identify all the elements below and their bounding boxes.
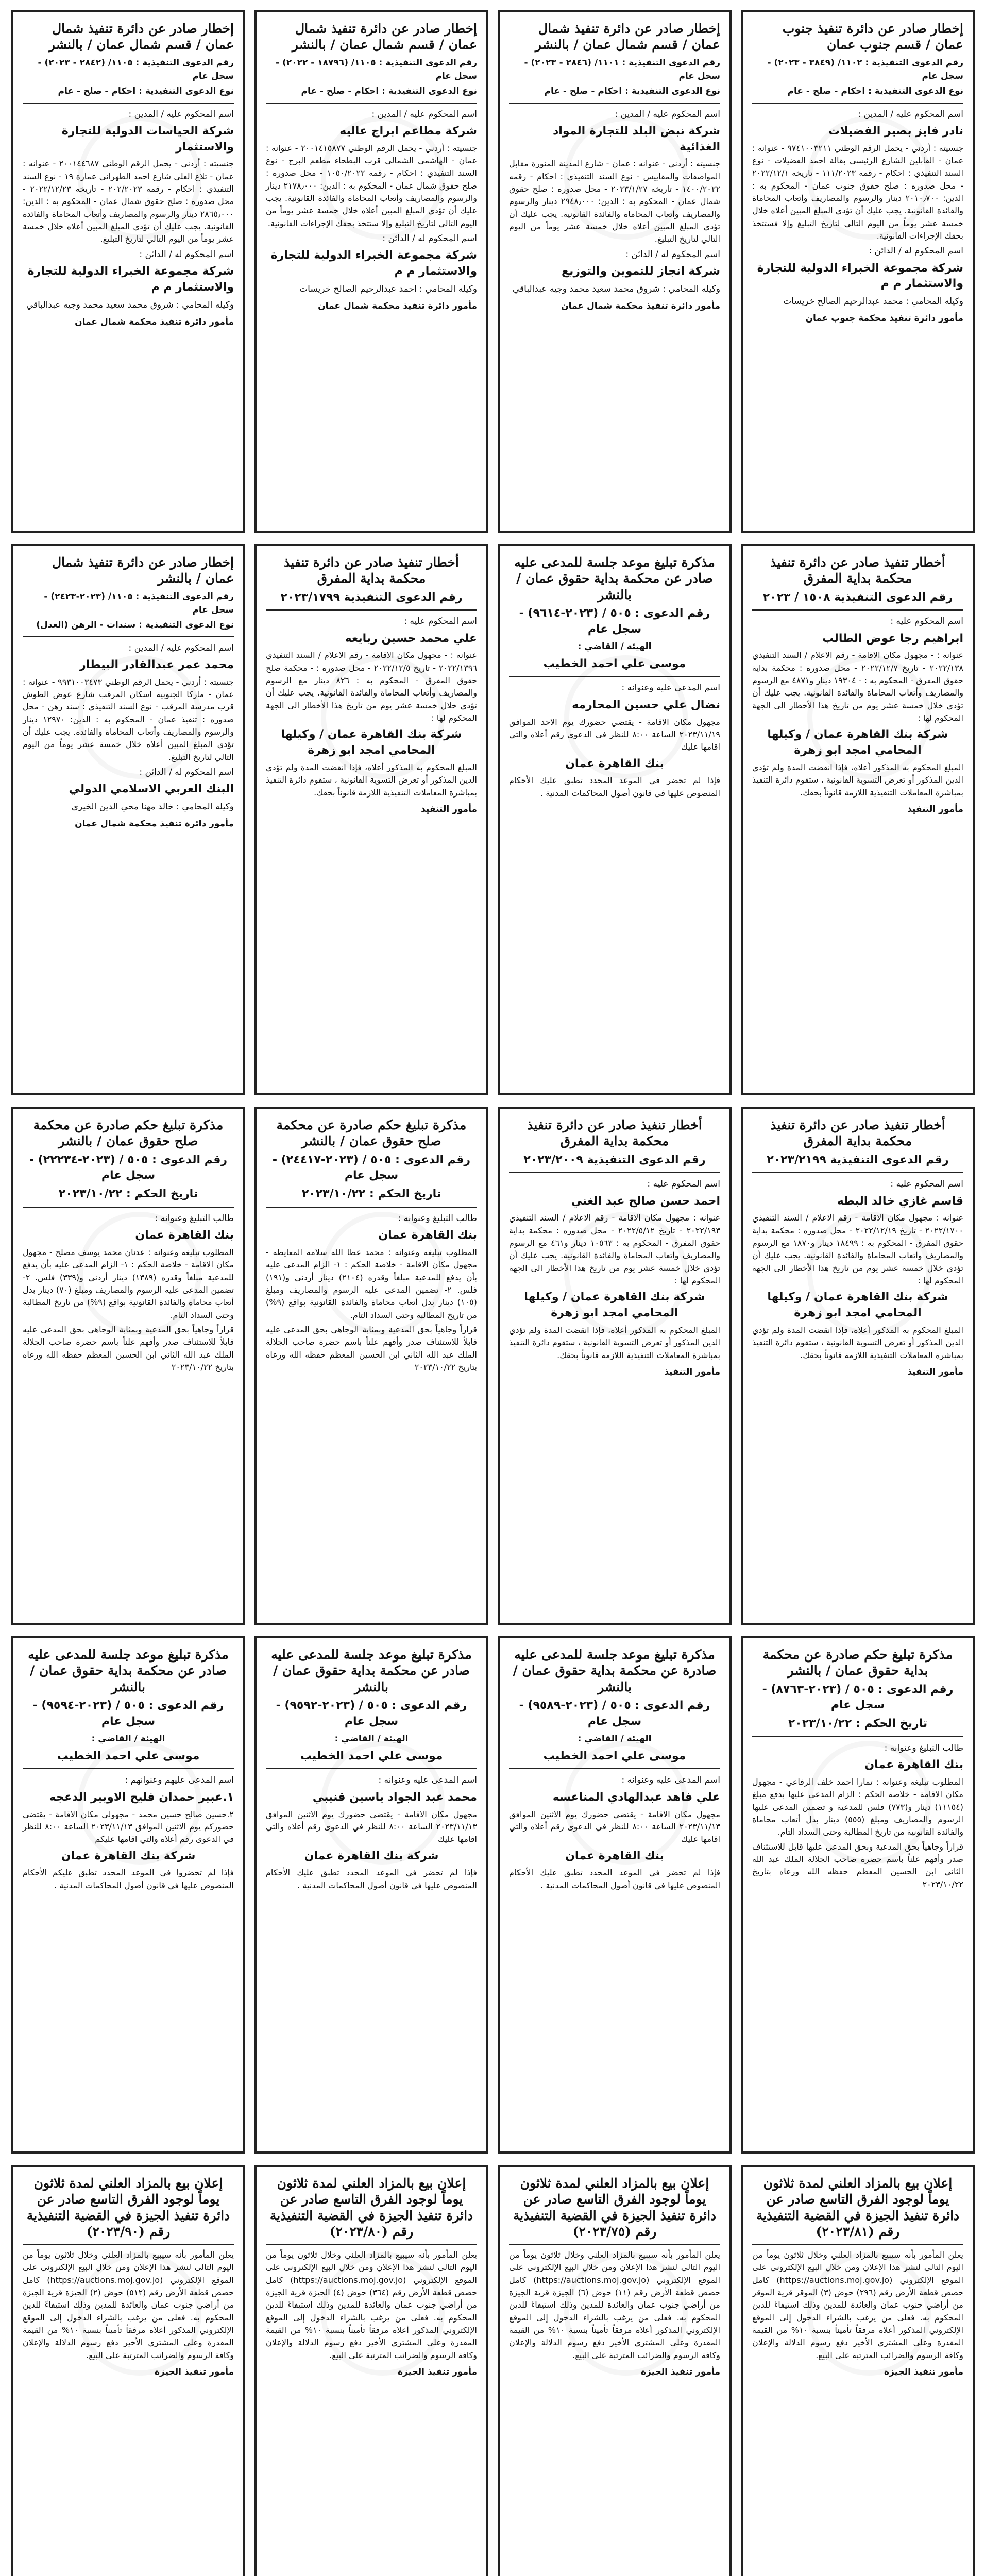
judgment-date: تاريخ الحكم : ٢٠٢٣/١٠/٢٢ [788,1717,928,1731]
notice-body: المطلوب تبليغه وعنوانه : تمارا احمد خلف الرفاعي - مجهول مكان الاقامة - خلاصة الحكم : الزام المدعى عليها بدفع مبلغ (١١١٥٤) دينار و(٧٧٣) فلس للمدعية و تضمين المدعى عليها الرسوم والمصاريف ومبلغ (٥٥٥) دينار بدل أتعاب محاماة والفائدة القانونية من تاريخ المطالبة وحتى السداد التام. [752,1777,964,1837]
judgment-date: تاريخ الحكم : ٢٠٢٣/١٠/٢٢ [58,1188,198,1201]
requester-label: طالب التبليغ وعنوانه : [884,1742,963,1753]
debtor-name: علي فاهد عبدالهادي المناعسه [552,1790,720,1804]
notice-header: مذكرة تبليغ موعد جلسة للمدعى عليه صادر عن محكمة بداية حقوق عمان / بالنشر [271,1647,472,1694]
notice-card [254,544,488,1095]
debtor-label: اسم المحكوم عليه / المدين : [128,642,234,653]
case-number: رقم الدعوى : ٥٠٥ / (٢٠٢٣-٩٥٩٤) - سجل عام [32,1699,224,1728]
case-type: نوع الدعوى التنفيذية : احكام - صلح - عام [544,86,720,97]
notice-card [498,1107,732,1625]
case-type: نوع الدعوى التنفيذية : سندات - الرهن (العدل) [36,620,234,631]
notice-body: يعلن المأمور بأنه سيبيع بالمزاد العلني وخلال ثلاثون يوماً من اليوم التالي لنشر هذا الإعلان ومن خلال البيع الإلكتروني على الموقع الإلكتروني (https://auctions.moj.gov.jo) كامل حصص قطعة الأرض رقم (٥١٢) حوض (٢) الجيزة قرية الجيزة من أراضي جنوب عمان والعائدة للمدين وذلك استيفاءً للدين المحكوم به. فعلى من يرغب بالشراء الدخول إلى الموقع الإلكتروني المذكور أعلاه مرفقاً تأميناً بنسبة ١٠% من القيمة المقدرة وعلى المشتري الأخير دفع رسوم الدلالة والإعلان وكافة الرسوم والضرائب المترتبة على البيع. [23,2250,234,2360]
case-number: رقم الدعوى التنفيذية ٢٠٢٣/٢٠٠٩ [523,1153,706,1166]
notice-header: مذكرة تبليغ موعد جلسة للمدعى عليه صادرة عن محكمة بداية حقوق عمان / بالنشر [513,1647,717,1694]
requester-name: بنك القاهرة عمان [864,1758,963,1772]
case-number: رقم الدعوى التنفيذية ١٥٠٨ / ٢٠٢٣ [762,590,953,604]
debtor-name: نادر فايز بصير الفضيلات [828,124,963,138]
notice-card [254,1636,488,2154]
notice-card [741,10,975,533]
creditor-label: اسم المحكوم له / الدائن : [139,767,234,777]
divider [266,103,477,104]
creditor-name: بنك القاهرة عمان [565,1849,664,1862]
notice-tail: فإذا لم تحضر في الموعد المحدد تطبق عليك الأحكام المنصوص عليها في قانون أصول المحاكمات المدنية . [266,1868,477,1890]
notice-footer: مأمور التنفيذ [907,1366,963,1377]
case-type: نوع الدعوى التنفيذية : احكام - صلح - عام [301,86,477,97]
case-type: نوع الدعوى التنفيذية : احكام - صلح - عام [787,86,963,97]
notice-header: أخطار تنفيذ صادر عن دائرة تنفيذ محكمة بداية المفرق [770,1117,945,1149]
divider [752,1172,963,1173]
notice-tail: قراراً وجاهياً بحق المدعية وبمثابة الوجاهي بحق المدعى عليه قابلاً للاستئناف صدر وأفهم علناً باسم حضرة صاحب الجلالة الملك عبد الله الثاني ابن الحسين المعظم حفظه الله ورعاه بتاريخ ٢٠٢٣/١٠/٢٢ [266,1324,477,1372]
debtor-name: محمد عبد الجواد ياسين قنيبي [312,1790,477,1804]
debtor-name: ١.عبير حمدان فليح الاوبير الدعجه [49,1790,234,1804]
judge-name: موسى علي احمد الخطيب [57,1749,200,1762]
lawyer-name: وكيله المحامي : خالد مهنا محي الدين الخيري [71,802,234,812]
case-number: رقم الدعوى التنفيذية ٢٠٢٣/١٧٩٩ [280,590,463,604]
case-type: نوع الدعوى التنفيذية : احكام - صلح - عام [58,86,234,97]
notice-tail: قراراً وجاهياً بحق المدعية وبحق المدعى عليها قابل للاستئناف صدر وأفهم علناً باسم حضرة صاحب الجلالة الملك عبد الله الثاني ابن الحسين المعظم حفظه الله ورعاه بتاريخ ٢٠٢٣/١٠/٢٢ [752,1841,963,1889]
case-number: رقم الدعوى : ٥٠٥ / (٢٠٢٣-٩٥٩٢) - سجل عام [276,1699,467,1728]
divider [509,676,720,677]
divider [509,1172,720,1173]
notice-body: المطلوب تبليغه وعنوانه : عدنان محمد يوسف مصلح - مجهول مكان الاقامة - خلاصة الحكم : ١- الزام المدعى عليه بأن يدفع للمدعية مبلغاً وقدره (١٣٨٩) دينار أردني و(٣٣٩) فلس. ٢- تضمين المدعى عليه الرسوم والمصاريف ومبلغ (٧٠) دينار بدل أتعاب محاماة والفائدة القانونية بواقع (٩%) من تاريخ المطالبة وحتى السداد التام. [23,1247,234,1320]
creditor-name: شركة بنك القاهرة عمان [61,1849,196,1862]
creditor-name: البنك العربي الاسلامي الدولي [69,783,234,796]
creditor-label: اسم المحكوم له / الدائن : [382,233,477,244]
creditor-name: شركة انجاز للتموين والتوزيع [561,265,720,278]
notice-body: جنسيته : أردني - يحمل الرقم الوطني ٩٩٣١٠٠٣٤٧٣ - عنوانه : عمان - ماركا الجنوبية اسكان المرقب شارع عوض الطوش قرب مدرسة المرقب - نوع السند التنفيذي : سند رهن - محل صدوره : تنفيذ عمان - المحكوم به : الدين: ١٢٩٧٠ دينار والرسوم والمصاريف وأتعاب المحاماة والفائدة. يجب عليك أن تؤدي المبلغ المبين أعلاه خلال خمسة عشر يوماً من اليوم التالي لتاريخ التبليغ. [23,676,234,762]
debtor-label: اسم المحكوم عليه : [404,616,477,627]
notice-body: مجهول مكان الاقامة - يقتضي حضورك يوم الاحد الموافق ٢٠٢٣/١١/١٩ الساعة ٨:٠٠ للنظر في الدعوى رقم أعلاه والتي اقامها عليك [509,717,720,752]
case-number: رقم الدعوى : ٥٠٥ / (٢٠٢٣-٢٤٤١٧) - سجل عام [272,1153,471,1182]
divider [266,609,477,611]
creditor-label: اسم المحكوم له / الدائن : [869,246,963,257]
debtor-label: اسم المدعى عليه وعنوانه : [621,683,720,693]
creditor-name: شركة مجموعة الخبراء الدولية للتجارة والاستثمار م م [27,265,234,294]
notice-card [254,10,488,533]
notice-footer: مأمور التنفيذ [664,1366,720,1377]
requester-name: بنك القاهرة عمان [378,1229,477,1242]
notice-card [498,1636,732,2154]
judge-label: الهيئة / القاضي : [578,641,652,652]
notice-card [11,1107,245,1625]
notice-header: مذكرة تبليغ حكم صادرة عن محكمة صلح حقوق عمان / بالنشر [33,1117,224,1149]
notice-header: إعلان بيع بالمزاد العلني لمدة ثلاثون يوماً لوجود الفرق التاسع صادر عن دائرة تنفيذ الجيزة في القضية التنفيذية رقم (٢٠٢٣/٧٥) [513,2176,717,2239]
notice-body: عنوانه : - مجهول مكان الاقامة - رقم الاعلام / السند التنفيذي ٢٠٢٢/١٣٨ - تاريخ ٢٠٢٢/١٢/٧ - محل صدوره : محكمة بداية حقوق المفرق - المحكوم به : - ١٩٣٠٤ دينار و٤٨٧١ مع الرسوم والمصاريف وأتعاب المحاماة والفائدة القانونية. يجب عليك أن تؤدي خلال خمسة عشر يوم من تاريخ هذا الأخطار الى الجهة المحكوم لها : [752,650,964,723]
notice-header: مذكرة تبليغ حكم صادرة عن محكمة صلح حقوق عمان / بالنشر [276,1117,467,1149]
debtor-name: ابراهيم رجا عوض الطالب [822,632,963,645]
notice-header: أخطار تنفيذ صادر عن دائرة تنفيذ محكمة بداية المفرق [284,555,459,586]
notice-header: إخطار صادر عن دائرة تنفيذ شمال عمان / قسم شمال عمان / بالنشر [48,21,234,53]
notice-footer: مأمور تنفيذ الجيزة [640,2366,720,2377]
notice-card [741,544,975,1095]
divider [266,1207,477,1208]
case-number: رقم الدعوى التنفيذية : ١١٠٥/ (٢٨٤٢ - ٢٠٢٣) - سجل عام [38,57,234,81]
notice-tail: المبلغ المحكوم به المذكور أعلاه، فإذا انقضت المدة ولم تؤدي الدين المذكور أو تعرض التسوية القانونية ، ستقوم دائرة التنفيذ بمباشرة المعاملات التنفيذية اللازمة قانوناً بحقك. [752,1325,963,1360]
notice-header: إخطار صادر عن دائرة تنفيذ جنوب عمان / قسم جنوب عمان [782,21,963,53]
debtor-name: احمد حسن صالح عبد الغني [571,1194,720,1208]
case-number: رقم الدعوى التنفيذية ٢٠٢٣/٢١٩٩ [767,1153,949,1166]
notice-tail: فإذا لم تحضر في الموعد المحدد تطبق عليك الأحكام المنصوص عليها في قانون أصول المحاكمات المدنية . [509,775,720,798]
notice-body: ٢.حسين صالح حسين محمد - مجهولي مكان الاقامة - يقتضي حضوركم يوم الاثنين الموافق ٢٠٢٣/١١/١٣ الساعة ٨:٠٠ للنظر في الدعوى رقم أعلاه والتي اقامها عليكم [23,1809,234,1844]
lawyer-name: وكيله المحامي : شروق محمد سعيد محمد وجيه عبدالباقي [26,299,234,310]
notice-header: إعلان بيع بالمزاد العلني لمدة ثلاثون يوماً لوجود الفرق التاسع صادر عن دائرة تنفيذ الجيزة في القضية التنفيذية رقم (٢٠٢٣/٨٠) [269,2176,473,2239]
debtor-label: اسم المحكوم عليه / المدين : [858,109,963,120]
notice-footer: مأمور التنفيذ [421,804,477,815]
notice-footer: مأمور التنفيذ [907,804,963,815]
notice-card [498,10,732,533]
judge-name: موسى علي احمد الخطيب [300,1749,443,1762]
notice-body: مجهول مكان الاقامة - يقتضي حضورك يوم الاثنين الموافق ٢٠٢٣/١١/١٣ الساعة ٨:٠٠ للنظر في الدعوى رقم أعلاه والتي اقامها عليك [509,1809,720,1844]
judge-name: موسى علي احمد الخطيب [543,657,686,670]
auction-notice-card [11,2165,245,2576]
divider [509,1768,720,1769]
notice-tail: المبلغ المحكوم به المذكور أعلاه، فإذا انقضت المدة ولم تؤدي الدين المذكور أو تعرض التسوية القانونية ، ستقوم دائرة التنفيذ بمباشرة المعاملات التنفيذية اللازمة قانوناً بحقك. [266,762,477,798]
debtor-name: نضال علي حسين المحارمه [572,698,720,711]
divider [23,2244,234,2245]
debtor-label: اسم المحكوم عليه / المدين : [128,109,234,120]
lawyer-name: وكيله المحامي : شروق محمد سعيد محمد وجيه عبدالباقي [512,283,720,294]
notice-header: إعلان بيع بالمزاد العلني لمدة ثلاثون يوماً لوجود الفرق التاسع صادر عن دائرة تنفيذ الجيزة في القضية التنفيذية رقم (٢٠٢٣/٨١) [756,2176,960,2239]
notice-body: يعلن المأمور بأنه سيبيع بالمزاد العلني وخلال ثلاثون يوماً من اليوم التالي لنشر هذا الإعلان ومن خلال البيع الإلكتروني على الموقع الإلكتروني (https://auctions.moj.gov.jo) كامل حصص قطعة الأرض رقم (٢٩٦) حوض (٣) الموقر قرية الموقر من أراضي جنوب عمان والعائدة للمدين وذلك استيفاءً للدين المحكوم به. فعلى من يرغب بالشراء الدخول إلى الموقع الإلكتروني المذكور أعلاه مرفقاً تأميناً بنسبة ١٠% من القيمة المقدرة وعلى المشتري الأخير دفع رسوم الدلالة والإعلان وكافة الرسوم والضرائب المترتبة على البيع. [752,2250,964,2360]
case-number: رقم الدعوى : ٥٠٥ / (٢٠٢٣-٩٥٨٩) - سجل عام [519,1699,710,1728]
divider [752,1736,963,1737]
case-number: رقم الدعوى التنفيذية : ١١٠٥/ (١٨٧٩٦ - ٢٠٢٢) - سجل عام [276,57,477,81]
debtor-name: شركة مطاعم ابراج عاليه [339,124,477,138]
requester-label: طالب التبليغ وعنوانه : [398,1213,477,1224]
divider [509,2244,720,2245]
notice-card [11,544,245,1095]
notice-tail: فإذا لم تحضر في الموعد المحدد تطبق عليك الأحكام المنصوص عليها في قانون أصول المحاكمات المدنية . [509,1868,720,1890]
debtor-name: شركة نبض البلد للتجارة المواد الغذائية [553,124,720,154]
notice-card [11,1636,245,2154]
creditor-label: اسم المحكوم له / الدائن : [625,249,720,260]
notices-row-5 [10,2165,975,2576]
notice-body: جنسيته : أردني - يحمل الرقم الوطني ٢٠٠١٤٤٦٨٧ - عنوانه : عمان - تلاع العلي شارع احمد الطهراني عمارة ١٩ - نوع السند التنفيذي : احكام - رقمه ٢٠٢/٢٠٢٣ - تاريخه ٢٠٢٢/١٢/٢٣ - محل صدوره : صلح حقوق شمال عمان - المحكوم به : الدين: ٢٨٦٥٫٠٠٠ دينار والرسوم والمصاريف وأتعاب المحاماة والفائدة القانونية. يجب عليك أن تؤدي المبلغ المبين أعلاه خلال خمسة عشر يوماً من اليوم التالي لتاريخ التبليغ. [23,159,234,244]
notice-header: مذكرة تبليغ موعد جلسة للمدعى عليه صادر عن محكمة بداية حقوق عمان / بالنشر [28,1647,229,1694]
debtor-label: اسم المحكوم عليه / المدين : [615,109,720,120]
notice-header: إخطار صادر عن دائرة تنفيذ شمال عمان / قسم شمال عمان / بالنشر [292,21,477,53]
notice-body: جنسيته : أردني - عنوانه : عمان - شارع المدينة المنورة مقابل المواصفات والمقاييس - نوع السند التنفيذي : احكام - رقمه ١٤٠٠/٢٠٢٢ - تاريخه ٢٠٢٣/١/٢٧ - محل صدوره : صلح حقوق شمال عمان - المحكوم به : الدين: ٢٩٤٨٫٠٠٠ دينار والرسوم والمصاريف وأتعاب المحاماة والفائدة القانونية. يجب عليك أن تؤدي المبلغ المبين أعلاه خلال خمسة عشر يوماً من اليوم التالي لتاريخ التبليغ. [509,159,720,244]
case-number: رقم الدعوى التنفيذية : ١١٠١/ (٢٨٤٦ - ٢٠٢٣) - سجل عام [524,57,720,81]
notice-tail: فإذا لم تحضروا في الموعد المحدد تطبق عليكم الأحكام المنصوص عليها في قانون أصول المحاكمات المدنية . [23,1868,234,1890]
notice-card [11,10,245,533]
notice-card [741,1107,975,1625]
debtor-name: شركة الحياسات الدولية للتجارة والاستثمار [61,124,234,154]
notice-body: عنوانه : - مجهول مكان الاقامة - رقم الاعلام / السند التنفيذي ٢٠٢٢/١٣٩٦ - تاريخ ٢٠٢٢/١٢/٥ - محل صدوره : - محكمة صلح حقوق المفرق - المحكوم به : ٨٢٦ دينار مع الرسوم والمصاريف وأتعاب المحاماة والفائدة القانونية. يجب عليك أن تؤدي خلال خمسة عشر يوم من تاريخ هذا الأخطار الى الجهة المحكوم لها : [266,650,478,723]
creditor-name: بنك القاهرة عمان [565,757,664,770]
auction-notice-card [254,2165,488,2576]
divider [509,103,720,104]
notice-footer: مأمور دائرة تنفيذ محكمة شمال عمان [75,316,234,327]
notice-footer: مأمور تنفيذ الجيزة [884,2366,963,2377]
creditor-name: شركة بنك القاهرة عمان / وكيلها المحامي امجد ابو زهرة [767,1291,948,1320]
debtor-name: علي محمد حسين ربايعه [345,632,477,645]
creditor-name: شركة بنك القاهرة عمان [304,1849,439,1862]
requester-name: بنك القاهرة عمان [135,1229,234,1242]
lawyer-name: وكيله المحامي : محمد عبدالرحيم الصالح خريسات [783,296,963,307]
notices-row-3 [10,1107,975,1625]
notice-header: إعلان بيع بالمزاد العلني لمدة ثلاثون يوماً لوجود الفرق التاسع صادر عن دائرة تنفيذ الجيزة في القضية التنفيذية رقم (٢٠٢٣/٩٠) [26,2176,230,2239]
divider [23,636,234,637]
debtor-label: اسم المدعى عليهم وعنوانهم : [125,1775,234,1786]
notice-body: جنسيته : أردني - يحمل الرقم الوطني ٩٧٤١٠٠٣٢١١ - عنوانه : عمان - القابلين الشارع الرئيسي بقالة احمد الفضيلات - نوع السند التنفيذي : احكام - رقمه ١١١/٢٠٢٣ - تاريخه ٢٠٢٢/١٢/١ - محل صدوره : صلح حقوق جنوب عمان - المحكوم به : الدين: ٢٠١٠٫٧٠٠ دينار والرسوم والمصاريف وأتعاب المحاماة والفائدة القانونية. يجب عليك أن تؤدي المبلغ المبين أعلاه خلال خمسة عشر يوماً من اليوم التالي لتاريخ التبليغ وإلا فستتخذ بحقك الإجراءات القانونية. [752,143,964,241]
debtor-name: قاسم غازي خالد البطه [837,1194,963,1208]
debtor-label: اسم المحكوم عليه / المدين : [371,109,477,120]
notice-header: مذكرة تبليغ موعد جلسة للمدعى عليه صادر عن محكمة بداية حقوق عمان / بالنشر [514,555,715,602]
notices-row-4 [10,1636,975,2154]
notice-footer: مأمور تنفيذ الجيزة [154,2366,234,2377]
divider [23,1207,234,1208]
notice-footer: مأمور دائرة تنفيذ محكمة شمال عمان [75,819,234,829]
divider [752,609,963,611]
judgment-date: تاريخ الحكم : ٢٠٢٣/١٠/٢٢ [301,1188,441,1201]
judge-label: الهيئة / القاضي : [334,1734,409,1744]
notices-row-1 [10,10,975,533]
divider [266,2244,477,2245]
debtor-label: اسم المحكوم عليه : [890,1179,963,1190]
divider [752,2244,963,2245]
creditor-name: شركة مجموعة الخبراء الدولية للتجارة والاستثمار م م [757,261,963,291]
notices-row-2 [10,544,975,1095]
debtor-label: اسم المدعى عليه وعنوانه : [378,1775,477,1786]
divider [23,103,234,104]
auction-notice-card [741,2165,975,2576]
lawyer-name: وكيله المحامي : احمد عبدالرحيم الصالح خريسات [299,283,477,294]
notice-body: جنسيته : أردني - يحمل الرقم الوطني ٢٠٠١٤١٥٨٧٧ - عنوانه : عمان - الهاشمي الشمالي قرب البطحاء مطعم البرج - نوع السند التنفيذي : احكام - رقمه ١٠٥٠/٢٠٢٢ - محل صدوره : صلح حقوق شمال عمان - المحكوم به : الدين: ٢١٧٨٫٠٠٠ دينار والرسوم والمصاريف وأتعاب المحاماة والفائدة القانونية. يجب عليك أن تؤدي المبلغ المبين أعلاه خلال خمسة عشر يوماً من اليوم التالي لتاريخ التبليغ وإلا ستتخذ بحقك الإجراءات القانونية. [266,143,478,228]
notice-body: عنوانه : مجهول مكان الاقامة - رقم الاعلام / السند التنفيذي ٢٠٢٢/١٩٣ - تاريخ ٢٠٢٢/٥/١٢ - محل صدوره : محكمة بداية حقوق المفرق - المحكوم به : ١٠٥٦٣ دينار و٤٦١ مع الرسوم والمصاريف وأتعاب المحاماة والفائدة القانونية. يجب عليك أن تؤدي خلال خمسة عشر يوم من تاريخ هذا الأخطار الى الجهة المحكوم لها : [509,1213,721,1285]
debtor-name: محمد عمر عبدالقادر البيطار [79,658,234,671]
notice-body: يعلن المأمور بأنه سيبيع بالمزاد العلني وخلال ثلاثون يوماً من اليوم التالي لنشر هذا الإعلان ومن خلال البيع الإلكتروني على الموقع الإلكتروني (https://auctions.moj.gov.jo) كامل حصص قطعة الأرض رقم (١١) حوض (٦) الجيزة قرية الجيزة من أراضي جنوب عمان والعائدة للمدين وذلك استيفاءً للدين المحكوم به. فعلى من يرغب بالشراء الدخول إلى الموقع الإلكتروني المذكور أعلاه مرفقاً تأميناً بنسبة ١٠% من القيمة المقدرة وعلى المشتري الأخير دفع رسوم الدلالة والإعلان وكافة الرسوم والضرائب المترتبة على البيع. [509,2250,721,2360]
notice-tail: المبلغ المحكوم به المذكور أعلاه، فإذا انقضت المدة ولم تؤدي الدين المذكور أو تعرض التسوية القانونية ، ستقوم دائرة التنفيذ بمباشرة المعاملات التنفيذية اللازمة قانوناً بحقك. [752,762,963,798]
notice-header: أخطار تنفيذ صادر عن دائرة تنفيذ محكمة بداية المفرق [527,1117,702,1149]
judge-label: الهيئة / القاضي : [578,1734,652,1744]
notice-footer: مأمور دائرة تنفيذ محكمة شمال عمان [318,301,477,312]
notice-body: المطلوب تبليغه وعنوانه : محمد عطا الله سلامه المعايطه - مجهول مكان الاقامة - خلاصة الحكم : ١- الزام المدعى عليه بأن يدفع للمدعية مبلغاً وقدره (٢١٠٤) دينار أردني و(١٩١) فلس. ٢- تضمين المدعى عليه الرسوم والمصاريف ومبلغ (١٠٥) دينار بدل أتعاب محاماة والفائدة القانونية بواقع (٩%) من تاريخ المطالبة وحتى السداد التام. [266,1247,477,1320]
notice-card [498,544,732,1095]
notice-body: مجهول مكان الاقامة - يقتضي حضورك يوم الاثنين الموافق ٢٠٢٣/١١/١٣ الساعة ٨:٠٠ للنظر في الدعوى رقم أعلاه والتي اقامها عليك [266,1809,477,1844]
notice-footer: مأمور دائرة تنفيذ محكمة شمال عمان [561,301,720,312]
newspaper-page [10,10,975,2576]
divider [266,1768,477,1769]
divider [23,1768,234,1769]
divider [752,103,963,104]
case-number: رقم الدعوى : ٥٠٥ / (٢٠٢٣-٩٦١٤) - سجل عام [519,606,710,636]
case-number: رقم الدعوى التنفيذية : ١١٠٢/ (٣٨٤٩ - ٢٠٢٣) - سجل عام [767,57,963,81]
notice-footer: مأمور دائرة تنفيذ محكمة جنوب عمان [805,313,963,324]
judge-label: الهيئة / القاضي : [91,1734,165,1744]
notice-body: عنوانه : مجهول مكان الاقامة - رقم الاعلام / السند التنفيذي ٢٠٢٢/١٧٠٠ - تاريخ ٢٠٢٢/١٢/١٩ - محل صدوره : محكمة بداية حقوق المفرق - المحكوم به : ١٨٤٩٩ دينار و١٨٧٠ مع الرسوم والمصاريف وأتعاب المحاماة والفائدة القانونية. يجب عليك أن تؤدي خلال خمسة عشر يوم من تاريخ هذا الأخطار الى الجهة المحكوم لها : [752,1213,964,1285]
case-number: رقم الدعوى : ٥٠٥ / (٢٠٢٣-٢٢٢٣٤) - سجل عام [29,1153,228,1182]
notice-header: أخطار تنفيذ صادر عن دائرة تنفيذ محكمة بداية المفرق [770,555,945,586]
creditor-name: شركة مجموعة الخبراء الدولية للتجارة والاستثمار م م [270,249,477,278]
notice-footer: مأمور تنفيذ الجيزة [397,2366,477,2377]
judge-name: موسى علي احمد الخطيب [543,1749,686,1762]
debtor-label: اسم المحكوم عليه : [890,616,963,627]
notice-header: مذكرة تبليغ حكم صادرة عن محكمة بداية حقوق عمان / بالنشر [762,1647,953,1679]
creditor-name: شركة بنك القاهرة عمان / وكيلها المحامي امجد ابو زهرة [524,1291,705,1320]
auction-notice-card [498,2165,732,2576]
creditor-name: شركة بنك القاهرة عمان / وكيلها المحامي امجد ابو زهرة [767,728,948,757]
case-number: رقم الدعوى : ٥٠٥ / (٢٠٢٣-٨٧٦٣) - سجل عام [762,1683,954,1712]
debtor-label: اسم المدعى عليه وعنوانه : [621,1775,720,1786]
debtor-label: اسم المحكوم عليه : [647,1179,720,1190]
notice-header: إخطار صادر عن دائرة تنفيذ شمال عمان / قسم شمال عمان / بالنشر [535,21,720,53]
case-number: رقم الدعوى التنفيذية : ١١٠٥/ (٢٠٢٣-٢٤٢٣) - سجل عام [44,591,234,615]
creditor-name: شركة بنك القاهرة عمان / وكيلها المحامي امجد ابو زهرة [281,728,462,757]
requester-label: طالب التبليغ وعنوانه : [155,1213,234,1224]
notice-tail: قراراً وجاهياً بحق المدعية وبمثابة الوجاهي بحق المدعى عليه قابلاً للاستئناف صدر وأفهم علناً باسم حضرة صاحب الجلالة الملك عبد الله الثاني ابن الحسين المعظم حفظه الله ورعاه بتاريخ ٢٠٢٣/١٠/٢٢ [23,1324,234,1372]
notice-tail: المبلغ المحكوم به المذكور أعلاه، فإذا انقضت المدة ولم تؤدي الدين المذكور أو تعرض التسوية القانونية ، ستقوم دائرة التنفيذ بمباشرة المعاملات التنفيذية اللازمة قانوناً بحقك. [509,1325,720,1360]
notice-card [741,1636,975,2154]
notice-card [254,1107,488,1625]
notice-body: يعلن المأمور بأنه سيبيع بالمزاد العلني وخلال ثلاثون يوماً من اليوم التالي لنشر هذا الإعلان ومن خلال البيع الإلكتروني على الموقع الإلكتروني (https://auctions.moj.gov.jo) كامل حصص قطعة الأرض رقم (٣٦٤) حوض (٤) الجيزة قرية الجيزة من أراضي جنوب عمان والعائدة للمدين وذلك استيفاءً للدين المحكوم به. فعلى من يرغب بالشراء الدخول إلى الموقع الإلكتروني المذكور أعلاه مرفقاً تأميناً بنسبة ١٠% من القيمة المقدرة وعلى المشتري الأخير دفع رسوم الدلالة والإعلان وكافة الرسوم والضرائب المترتبة على البيع. [266,2250,478,2360]
creditor-label: اسم المحكوم له / الدائن : [139,249,234,260]
notice-header: إخطار صادر عن دائرة تنفيذ شمال عمان / بالنشر [52,555,234,586]
